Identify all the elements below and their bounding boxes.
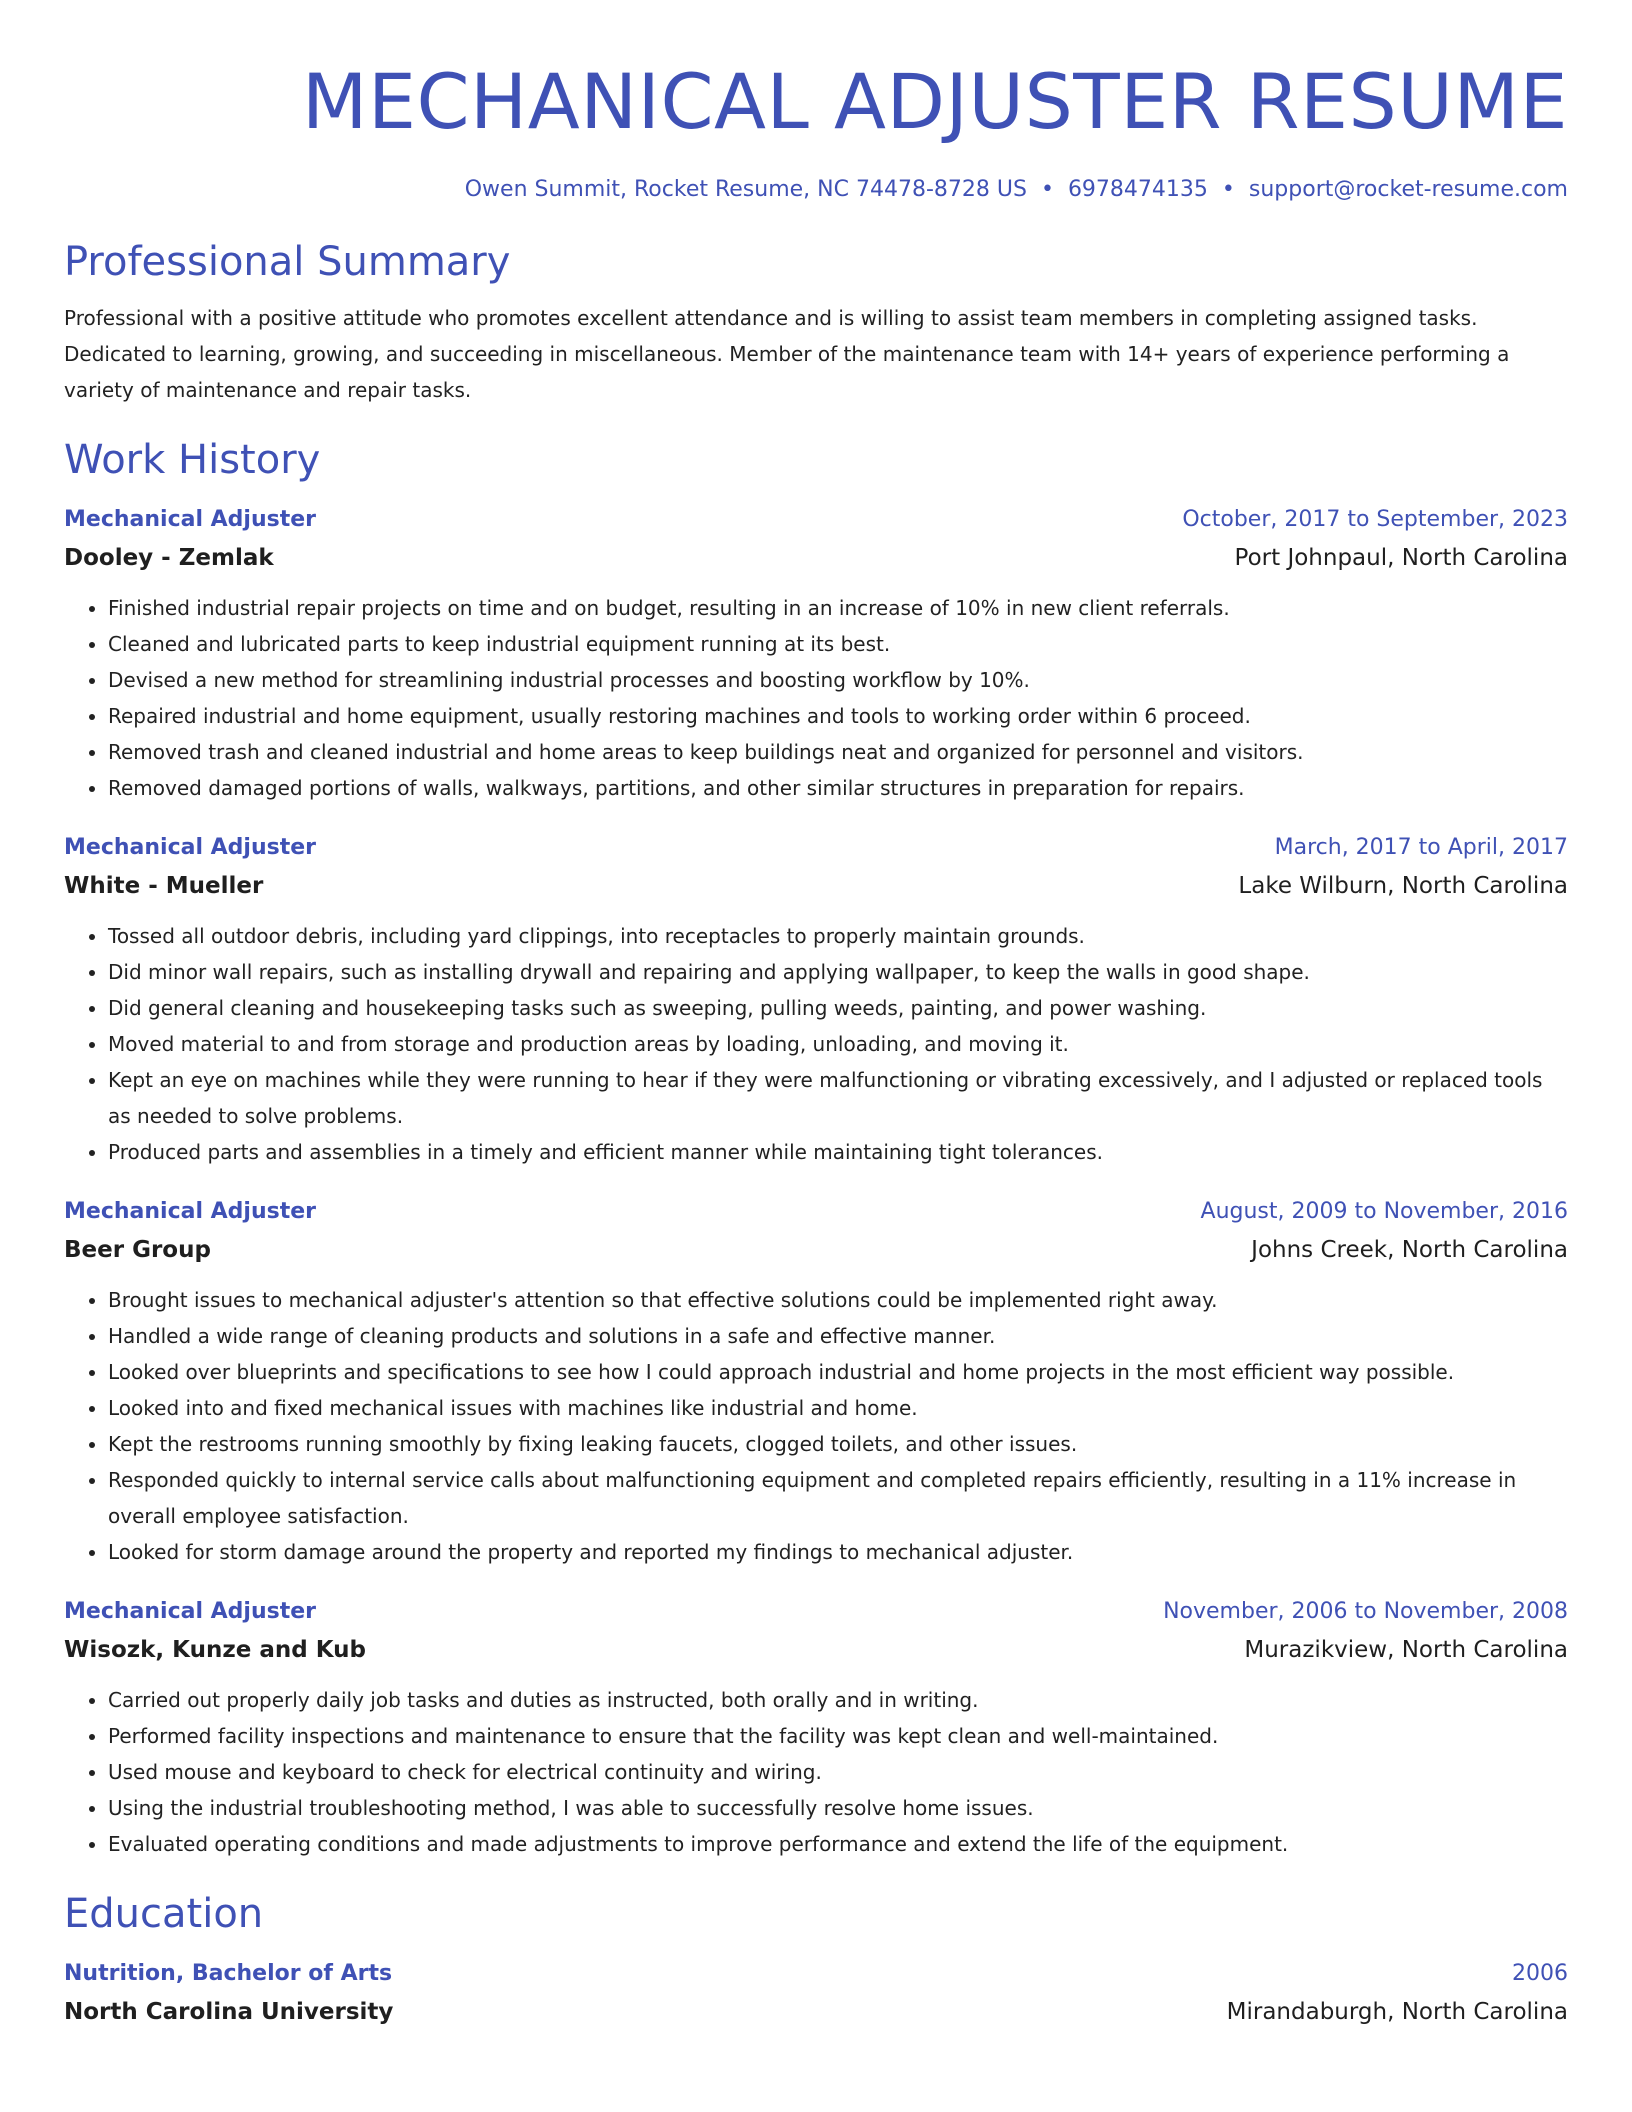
- job-dates: August, 2009 to November, 2016: [1200, 1199, 1568, 1224]
- job-location: Port Johnpaul, North Carolina: [1234, 545, 1568, 571]
- education-entry: [64, 1956, 1568, 2032]
- job-bullet: • Cleaned and lubricated parts to keep industrial equipment running at its best.: [108, 626, 1568, 662]
- contact-phone: 6978474135: [1067, 177, 1208, 202]
- job-title: Mechanical Adjuster: [64, 835, 317, 860]
- education-location: Mirandaburgh, North Carolina: [1226, 1999, 1568, 2025]
- job-entry: [64, 1594, 1568, 1862]
- job-bullet: • Responded quickly to internal service calls about malfunctioning equipment and completed repairs efficiently, resulting in a 11% increase in overall employee satisfaction.: [108, 1462, 1568, 1534]
- job-bullet: • Used mouse and keyboard to check for electrical continuity and wiring.: [108, 1754, 1568, 1790]
- job-company: Dooley - Zemlak: [64, 545, 274, 571]
- job-bullet: • Carried out properly daily job tasks and duties as instructed, both orally and in writing.: [108, 1682, 1568, 1718]
- job-bullet: • Looked into and fixed mechanical issues with machines like industrial and home.: [108, 1390, 1568, 1426]
- education-year: 2006: [1512, 1961, 1568, 1986]
- job-bullet: • Tossed all outdoor debris, including yard clippings, into receptacles to properly maintain grounds.: [108, 918, 1568, 954]
- job-entry: [64, 830, 1568, 1170]
- job-bullet: • Did general cleaning and housekeeping tasks such as sweeping, pulling weeds, painting, and power washing.: [108, 990, 1568, 1026]
- education-degree: Nutrition, Bachelor of Arts: [64, 1961, 393, 1986]
- job-bullet: • Looked over blueprints and specifications to see how I could approach industrial and home projects in the most efficient way possible.: [108, 1354, 1568, 1390]
- job-bullet: • Did minor wall repairs, such as installing drywall and repairing and applying wallpaper, to keep the walls in good shape.: [108, 954, 1568, 990]
- education-heading: Education: [64, 1891, 264, 1937]
- job-entry: [64, 502, 1568, 806]
- job-bullet: • Using the industrial troubleshooting method, I was able to successfully resolve home issues.: [108, 1790, 1568, 1826]
- job-bullet: • Performed facility inspections and maintenance to ensure that the facility was kept clean and well-maintained.: [108, 1718, 1568, 1754]
- job-bullets: [64, 1682, 1568, 1862]
- job-dates: November, 2006 to November, 2008: [1163, 1599, 1568, 1624]
- job-bullet: • Removed damaged portions of walls, walkways, partitions, and other similar structures in preparation for repairs.: [108, 770, 1568, 806]
- job-bullet: • Produced parts and assemblies in a timely and efficient manner while maintaining tight tolerances.: [108, 1134, 1568, 1170]
- job-bullet: • Devised a new method for streamlining industrial processes and boosting workflow by 10%.: [108, 662, 1568, 698]
- job-bullets: [64, 918, 1568, 1170]
- job-location: Lake Wilburn, North Carolina: [1238, 873, 1568, 899]
- job-location: Johns Creek, North Carolina: [1251, 1237, 1568, 1263]
- summary-text: Professional with a positive attitude who promotes excellent attendance and is willing to assist team members in completing assigned tasks. Dedicated to learning, growing, and succeeding in miscellaneous. Member of the maintenance team with 14+ years of experience performing a variety of maintenance and repair tasks.: [64, 306, 1510, 402]
- job-bullet: • Looked for storm damage around the property and reported my findings to mechanical adjuster.: [108, 1534, 1568, 1570]
- job-bullet: • Brought issues to mechanical adjuster's attention so that effective solutions could be implemented right away.: [108, 1282, 1568, 1318]
- contact-email: support@rocket-resume.com: [1248, 177, 1568, 202]
- job-bullet: • Repaired industrial and home equipment, usually restoring machines and tools to working order within 6 proceed.: [108, 698, 1568, 734]
- resume-page: [64, 0, 1568, 2032]
- job-company: Beer Group: [64, 1237, 211, 1263]
- job-dates: October, 2017 to September, 2023: [1182, 507, 1568, 532]
- job-bullet: • Moved material to and from storage and production areas by loading, unloading, and moving it.: [108, 1026, 1568, 1062]
- job-company: White - Mueller: [64, 873, 264, 899]
- job-title: Mechanical Adjuster: [64, 1199, 317, 1224]
- job-bullet: • Removed trash and cleaned industrial and home areas to keep buildings neat and organized for personnel and visitors.: [108, 734, 1568, 770]
- job-dates: March, 2017 to April, 2017: [1274, 835, 1568, 860]
- job-entry: [64, 1194, 1568, 1570]
- work-history-heading: Work History: [64, 437, 321, 483]
- contact-separator: •: [1221, 177, 1235, 202]
- job-bullets: [64, 1282, 1568, 1570]
- job-title: Mechanical Adjuster: [64, 1599, 317, 1624]
- contact-address: Owen Summit, Rocket Resume, NC 74478-8728 US: [464, 177, 1027, 202]
- job-bullet: • Handled a wide range of cleaning products and solutions in a safe and effective manner.: [108, 1318, 1568, 1354]
- job-bullet: • Kept the restrooms running smoothly by fixing leaking faucets, clogged toilets, and other issues.: [108, 1426, 1568, 1462]
- contact-line: [64, 174, 1568, 206]
- job-location: Murazikview, North Carolina: [1244, 1637, 1568, 1663]
- job-bullets: [64, 590, 1568, 806]
- job-title: Mechanical Adjuster: [64, 507, 317, 532]
- contact-separator: •: [1040, 177, 1054, 202]
- job-bullet: • Finished industrial repair projects on time and on budget, resulting in an increase of 10% in new client referrals.: [108, 590, 1568, 626]
- job-company: Wisozk, Kunze and Kub: [64, 1637, 366, 1663]
- resume-title: MECHANICAL ADJUSTER RESUME: [301, 57, 1568, 146]
- job-bullet: • Kept an eye on machines while they were running to hear if they were malfunctioning or vibrating excessively, and I adjusted or replaced tools as needed to solve problems.: [108, 1062, 1568, 1134]
- job-bullet: • Evaluated operating conditions and made adjustments to improve performance and extend the life of the equipment.: [108, 1826, 1568, 1862]
- education-school: North Carolina University: [64, 1999, 394, 2025]
- summary-heading: Professional Summary: [64, 239, 511, 285]
